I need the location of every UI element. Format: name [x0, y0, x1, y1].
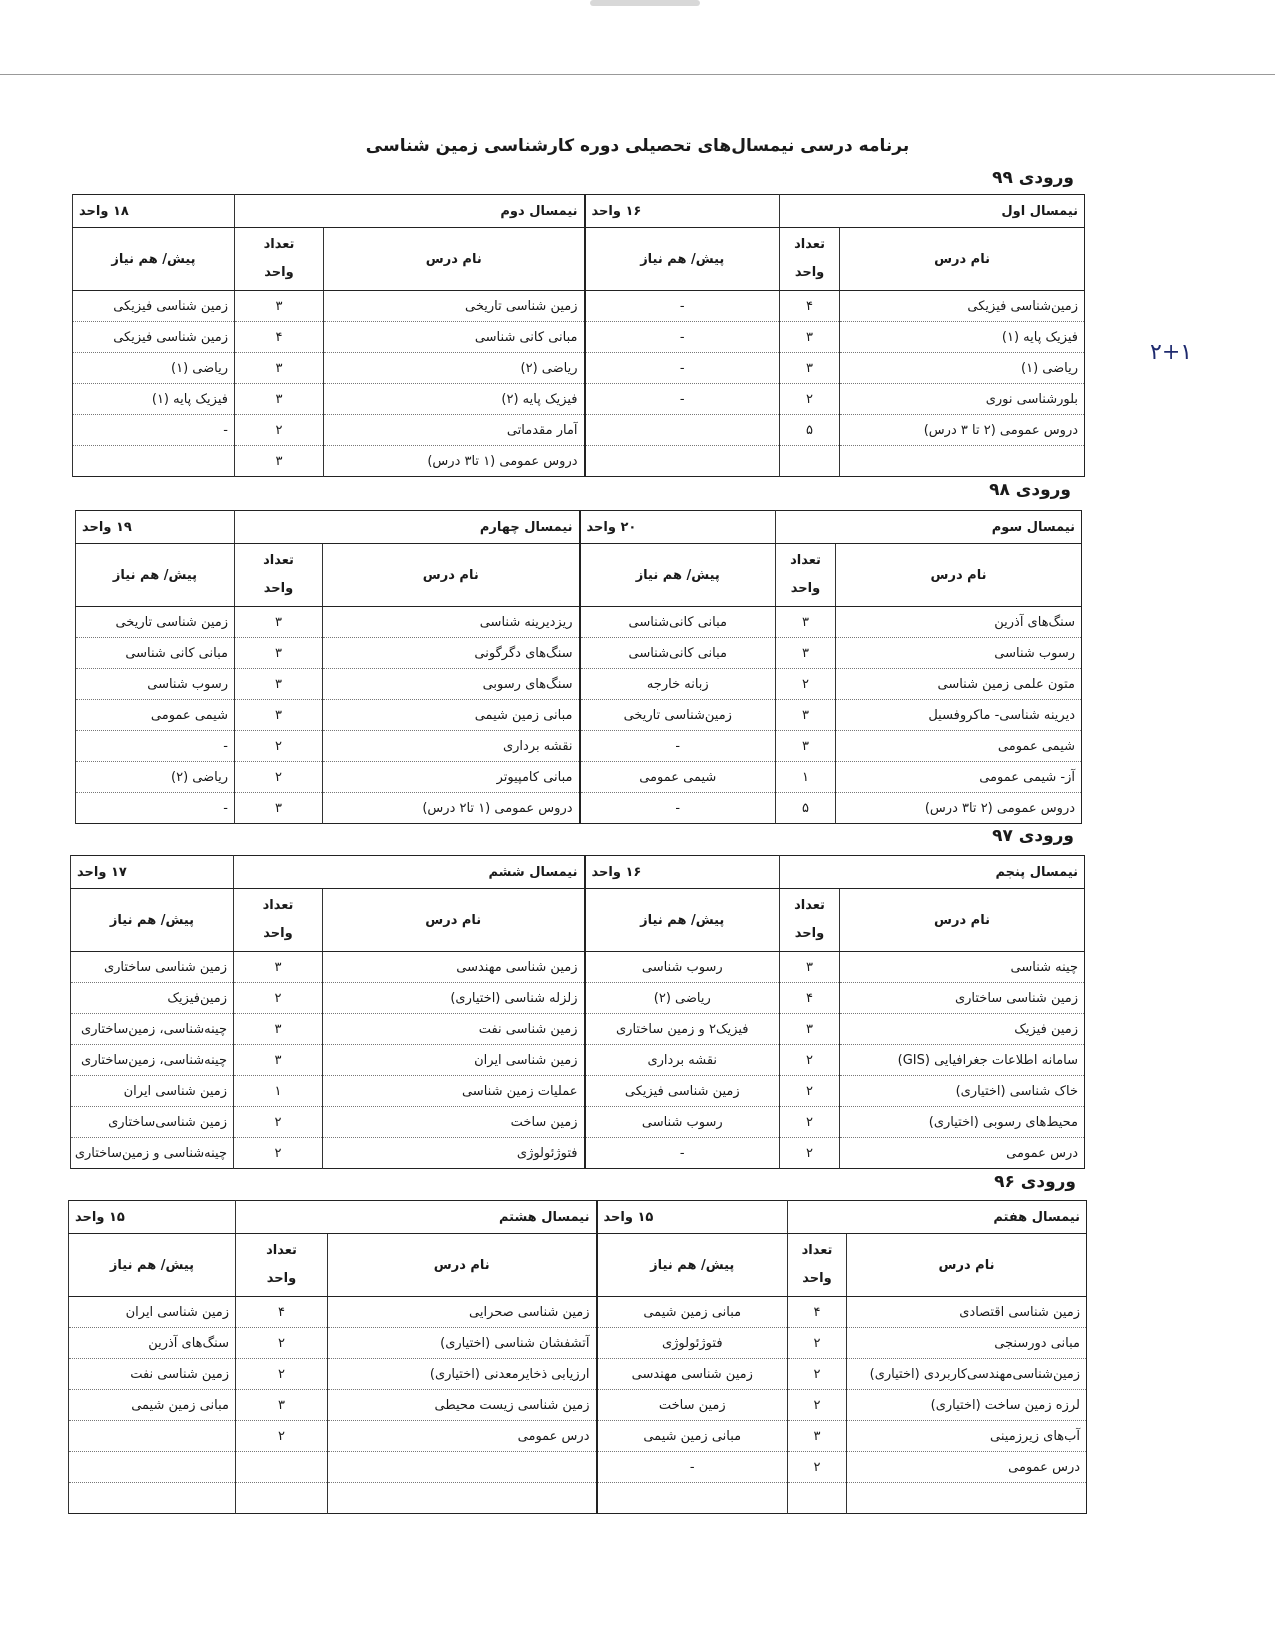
column-header-course: نام درس: [323, 544, 580, 607]
course-units-cell: ۳: [776, 638, 836, 669]
course-units-cell: ۲: [788, 1390, 847, 1421]
course-name-cell: سنگ‌های آذرین: [836, 607, 1082, 638]
course-units-cell: ۳: [235, 700, 323, 731]
course-units-cell: ۳: [235, 384, 324, 415]
course-name-cell: ارزیابی ذخایرمعدنی (اختیاری): [328, 1359, 597, 1390]
course-units-cell: ۲: [236, 1421, 328, 1452]
column-header-course: نام درس: [840, 889, 1085, 952]
course-units-cell: ۲: [788, 1452, 847, 1483]
table-row: [71, 952, 1085, 983]
course-name-cell: آب‌های زیرزمینی: [847, 1421, 1087, 1452]
course-name-cell: رسوب شناسی: [836, 638, 1082, 669]
column-header-prereq: پیش/ هم نیاز: [580, 544, 776, 607]
course-units-cell: ۲: [788, 1359, 847, 1390]
course-name-cell: زمین شناسی مهندسی: [323, 952, 585, 983]
course-name-cell: ریاضی (۲): [324, 353, 585, 384]
course-units-cell: ۳: [234, 1045, 323, 1076]
column-header-row: [71, 889, 1085, 952]
prereq-cell: -: [580, 793, 776, 824]
course-name-cell: شیمی عمومی: [836, 731, 1082, 762]
course-units-cell: ۵: [780, 415, 840, 446]
column-header-units-line1: تعداد: [263, 237, 295, 252]
course-units-cell: ۳: [780, 353, 840, 384]
course-units-cell: ۳: [236, 1390, 328, 1421]
table-row: [76, 793, 1082, 824]
course-units-cell: ۴: [788, 1297, 847, 1328]
table-row: [76, 638, 1082, 669]
table-row: [73, 446, 1085, 477]
course-name-cell: ریزدیرینه شناسی: [323, 607, 580, 638]
prereq-cell: -: [76, 731, 235, 762]
course-name-cell: آز- شیمی عمومی: [836, 762, 1082, 793]
column-header-prereq: پیش/ هم نیاز: [69, 1234, 236, 1297]
column-header-row: [73, 228, 1085, 291]
prereq-cell: چینه‌شناسی، زمین‌ساختاری: [71, 1045, 234, 1076]
prereq-cell: زمین شناسی‌ساختاری: [71, 1107, 234, 1138]
course-name-cell: دروس عمومی (۲ تا ۳ درس): [840, 415, 1085, 446]
table-row: [69, 1328, 1087, 1359]
prereq-cell: [69, 1483, 236, 1514]
semester-header-row: [71, 856, 1085, 889]
semester-header-row: [76, 511, 1082, 544]
course-name-cell: سنگ‌های رسوبی: [323, 669, 580, 700]
course-name-cell: [328, 1452, 597, 1483]
course-name-cell: زمین ساخت: [323, 1107, 585, 1138]
table-row: [69, 1359, 1087, 1390]
course-units-cell: ۱: [234, 1076, 323, 1107]
course-name-cell: عملیات زمین شناسی: [323, 1076, 585, 1107]
column-header-units-line1: تعداد: [794, 237, 825, 252]
table-row: [76, 700, 1082, 731]
column-header-units: [780, 889, 840, 952]
course-name-cell: درس عمومی: [328, 1421, 597, 1452]
prereq-cell: نقشه برداری: [585, 1045, 780, 1076]
course-units-cell: ۳: [235, 607, 323, 638]
column-header-row: [76, 544, 1082, 607]
prereq-cell: مبانی زمین شیمی: [69, 1390, 236, 1421]
page-title: برنامه درسی نیمسال‌های تحصیلی دوره کارشناسی زمین شناسی: [365, 136, 910, 156]
course-units-cell: ۲: [780, 1045, 840, 1076]
prereq-cell: زمین شناسی نفت: [69, 1359, 236, 1390]
course-name-cell: زمین شناسی تاریخی: [324, 291, 585, 322]
course-name-cell: فیزیک پایه (۱): [840, 322, 1085, 353]
prereq-cell: [585, 446, 780, 477]
table-row: [69, 1421, 1087, 1452]
table-row: [69, 1390, 1087, 1421]
semester-header-row: [73, 195, 1085, 228]
course-units-cell: ۳: [776, 700, 836, 731]
prereq-cell: شیمی عمومی: [76, 700, 235, 731]
top-rule: [0, 74, 1275, 75]
prereq-cell: رسوب شناسی: [585, 952, 780, 983]
course-name-cell: [847, 1483, 1087, 1514]
semester-name: نیمسال پنجم: [780, 856, 1085, 889]
column-header-units: [776, 544, 836, 607]
column-header-course: نام درس: [324, 228, 585, 291]
course-name-cell: زمین شناسی ساختاری: [840, 983, 1085, 1014]
prereq-cell: ریاضی (۱): [73, 353, 235, 384]
prereq-cell: سنگ‌های آذرین: [69, 1328, 236, 1359]
semester-name: نیمسال هشتم: [236, 1201, 597, 1234]
semester-name: نیمسال هفتم: [788, 1201, 1087, 1234]
course-units-cell: ۲: [780, 1107, 840, 1138]
course-name-cell: زمین‌شناسی فیزیکی: [840, 291, 1085, 322]
course-name-cell: مبانی زمین شیمی: [323, 700, 580, 731]
course-name-cell: فتوژئولوژی: [323, 1138, 585, 1169]
course-units-cell: ۱: [776, 762, 836, 793]
table-row: [71, 1138, 1085, 1169]
column-header-units: [788, 1234, 847, 1297]
semester-total-units: ۱۶ واحد: [585, 195, 780, 228]
prereq-cell: زمین شناسی ایران: [71, 1076, 234, 1107]
table-row: [73, 353, 1085, 384]
prereq-cell: شیمی عمومی: [580, 762, 776, 793]
table-row: [71, 1014, 1085, 1045]
course-name-cell: زمین شناسی ایران: [323, 1045, 585, 1076]
course-name-cell: محیط‌های رسوبی (اختیاری): [840, 1107, 1085, 1138]
semester-total-units: ۱۶ واحد: [585, 856, 780, 889]
prereq-cell: زمین شناسی ساختاری: [71, 952, 234, 983]
course-units-cell: ۳: [235, 446, 324, 477]
semester-name: نیمسال سوم: [776, 511, 1082, 544]
table-row: [73, 322, 1085, 353]
course-units-cell: ۳: [235, 291, 324, 322]
column-header-prereq: پیش/ هم نیاز: [71, 889, 234, 952]
prereq-cell: -: [73, 415, 235, 446]
table-row: [73, 415, 1085, 446]
prereq-cell: فیزیک۲ و زمین ساختاری: [585, 1014, 780, 1045]
table-row: [76, 762, 1082, 793]
course-name-cell: دروس عمومی (۲ تا۳ درس): [836, 793, 1082, 824]
course-name-cell: درس عمومی: [840, 1138, 1085, 1169]
course-name-cell: زمین شناسی زیست محیطی: [328, 1390, 597, 1421]
course-units-cell: ۳: [235, 793, 323, 824]
column-header-units-line1: تعداد: [790, 553, 821, 568]
table-row: [76, 607, 1082, 638]
prereq-cell: زمین شناسی تاریخی: [76, 607, 235, 638]
course-units-cell: ۳: [776, 731, 836, 762]
prereq-cell: [73, 446, 235, 477]
column-header-prereq: پیش/ هم نیاز: [585, 889, 780, 952]
course-units-cell: [236, 1452, 328, 1483]
course-name-cell: درس عمومی: [847, 1452, 1087, 1483]
column-header-course: نام درس: [840, 228, 1085, 291]
course-units-cell: ۳: [234, 952, 323, 983]
column-header-units-line2: واحد: [264, 265, 294, 280]
prereq-cell: -: [580, 731, 776, 762]
course-name-cell: مبانی دورسنجی: [847, 1328, 1087, 1359]
prereq-cell: ریاضی (۲): [76, 762, 235, 793]
column-header-course: نام درس: [328, 1234, 597, 1297]
column-header-course: نام درس: [847, 1234, 1087, 1297]
table-row: [71, 1107, 1085, 1138]
cohort-label: ورودی ۹۹: [992, 168, 1074, 188]
scan-smudge: [590, 0, 700, 6]
course-name-cell: زلزله شناسی (اختیاری): [323, 983, 585, 1014]
column-header-units-line1: تعداد: [794, 898, 825, 913]
course-name-cell: نقشه برداری: [323, 731, 580, 762]
course-units-cell: ۲: [235, 415, 324, 446]
prereq-cell: زمین‌شناسی تاریخی: [580, 700, 776, 731]
course-name-cell: بلورشناسی نوری: [840, 384, 1085, 415]
cohort-label: ورودی ۹۶: [994, 1172, 1076, 1192]
semester-table: [72, 194, 1085, 477]
course-units-cell: ۲: [235, 731, 323, 762]
course-units-cell: ۴: [780, 291, 840, 322]
semester-total-units: ۱۹ واحد: [76, 511, 235, 544]
column-header-course: نام درس: [323, 889, 585, 952]
course-units-cell: ۲: [236, 1328, 328, 1359]
prereq-cell: مبانی کانی‌شناسی: [580, 607, 776, 638]
course-name-cell: آمار مقدماتی: [324, 415, 585, 446]
course-units-cell: [236, 1483, 328, 1514]
course-name-cell: دروس عمومی (۱ تا۳ درس): [324, 446, 585, 477]
semester-total-units: ۱۵ واحد: [69, 1201, 236, 1234]
prereq-cell: [597, 1483, 788, 1514]
prereq-cell: [69, 1421, 236, 1452]
prereq-cell: مبانی کانی شناسی: [76, 638, 235, 669]
course-name-cell: سامانه اطلاعات جغرافیایی (GIS): [840, 1045, 1085, 1076]
course-units-cell: ۳: [235, 353, 324, 384]
course-units-cell: ۳: [780, 1014, 840, 1045]
column-header-units: [236, 1234, 328, 1297]
prereq-cell: زمین ساخت: [597, 1390, 788, 1421]
column-header-units-line2: واحد: [266, 1271, 297, 1286]
course-units-cell: ۲: [788, 1328, 847, 1359]
course-name-cell: دروس عمومی (۱ تا۲ درس): [323, 793, 580, 824]
prereq-cell: ریاضی (۲): [585, 983, 780, 1014]
prereq-cell: مبانی زمین شیمی: [597, 1297, 788, 1328]
course-name-cell: زمین فیزیک: [840, 1014, 1085, 1045]
prereq-cell: زمین‌فیزیک: [71, 983, 234, 1014]
course-name-cell: سنگ‌های دگرگونی: [323, 638, 580, 669]
semester-table: [75, 510, 1082, 824]
column-header-units-line1: تعداد: [266, 1243, 297, 1258]
prereq-cell: مبانی کانی‌شناسی: [580, 638, 776, 669]
course-units-cell: ۳: [235, 669, 323, 700]
course-units-cell: ۵: [776, 793, 836, 824]
column-header-prereq: پیش/ هم نیاز: [76, 544, 235, 607]
semester-name: نیمسال چهارم: [235, 511, 580, 544]
course-name-cell: چینه شناسی: [840, 952, 1085, 983]
course-name-cell: مبانی کامپیوتر: [323, 762, 580, 793]
prereq-cell: رسوب شناسی: [585, 1107, 780, 1138]
prereq-cell: زمین شناسی فیزیکی: [73, 291, 235, 322]
table-row: [71, 983, 1085, 1014]
course-name-cell: آتشفشان شناسی (اختیاری): [328, 1328, 597, 1359]
cohort-label: ورودی ۹۸: [989, 480, 1071, 500]
prereq-cell: [69, 1452, 236, 1483]
column-header-units-line2: واحد: [794, 926, 825, 941]
prereq-cell: -: [585, 353, 780, 384]
prereq-cell: فتوژئولوژی: [597, 1328, 788, 1359]
prereq-cell: -: [597, 1452, 788, 1483]
prereq-cell: -: [585, 291, 780, 322]
course-name-cell: زمین شناسی صحرایی: [328, 1297, 597, 1328]
course-units-cell: ۳: [780, 322, 840, 353]
prereq-cell: -: [585, 384, 780, 415]
course-name-cell: زمین‌شناسی‌مهندسی‌کاربردی (اختیاری): [847, 1359, 1087, 1390]
course-units-cell: ۲: [780, 384, 840, 415]
course-units-cell: [780, 446, 840, 477]
column-header-units-line2: واحد: [794, 265, 825, 280]
column-header-units-line2: واحد: [263, 581, 294, 596]
prereq-cell: رسوب شناسی: [76, 669, 235, 700]
course-name-cell: [840, 446, 1085, 477]
course-units-cell: [788, 1483, 847, 1514]
prereq-cell: چینه‌شناسی، زمین‌ساختاری: [71, 1014, 234, 1045]
semester-total-units: ۱۸ واحد: [73, 195, 235, 228]
course-name-cell: مبانی کانی شناسی: [324, 322, 585, 353]
course-units-cell: ۳: [234, 1014, 323, 1045]
prereq-cell: -: [76, 793, 235, 824]
table-row: [69, 1297, 1087, 1328]
semester-total-units: ۲۰ واحد: [580, 511, 776, 544]
table-row: [73, 384, 1085, 415]
prereq-cell: زمین شناسی ایران: [69, 1297, 236, 1328]
column-header-units: [235, 228, 324, 291]
course-name-cell: خاک شناسی (اختیاری): [840, 1076, 1085, 1107]
column-header-prereq: پیش/ هم نیاز: [585, 228, 780, 291]
course-units-cell: ۲: [234, 1138, 323, 1169]
table-row: [69, 1483, 1087, 1514]
course-units-cell: ۳: [776, 607, 836, 638]
column-header-units: [780, 228, 840, 291]
semester-table: [68, 1200, 1087, 1514]
column-header-prereq: پیش/ هم نیاز: [597, 1234, 788, 1297]
course-name-cell: فیزیک پایه (۲): [324, 384, 585, 415]
prereq-cell: چینه‌شناسی و زمین‌ساختاری: [71, 1138, 234, 1169]
column-header-row: [69, 1234, 1087, 1297]
course-units-cell: ۲: [234, 1107, 323, 1138]
column-header-course: نام درس: [836, 544, 1082, 607]
prereq-cell: [585, 415, 780, 446]
semester-table: [70, 855, 1085, 1169]
column-header-units-line2: واحد: [263, 926, 293, 941]
course-units-cell: ۳: [780, 952, 840, 983]
prereq-cell: زبانه خارجه: [580, 669, 776, 700]
course-units-cell: ۴: [236, 1297, 328, 1328]
column-header-units-line1: تعداد: [263, 553, 294, 568]
course-units-cell: ۲: [236, 1359, 328, 1390]
semester-total-units: ۱۵ واحد: [597, 1201, 788, 1234]
course-name-cell: دیرینه شناسی- ماکروفسیل: [836, 700, 1082, 731]
course-name-cell: زمین شناسی اقتصادی: [847, 1297, 1087, 1328]
course-name-cell: لرزه زمین ساخت (اختیاری): [847, 1390, 1087, 1421]
course-units-cell: ۲: [235, 762, 323, 793]
table-row: [71, 1076, 1085, 1107]
prereq-cell: مبانی زمین شیمی: [597, 1421, 788, 1452]
semester-name: نیمسال اول: [780, 195, 1085, 228]
table-row: [73, 291, 1085, 322]
course-units-cell: ۴: [780, 983, 840, 1014]
course-name-cell: زمین شناسی نفت: [323, 1014, 585, 1045]
course-name-cell: [328, 1483, 597, 1514]
prereq-cell: فیزیک پایه (۱): [73, 384, 235, 415]
course-units-cell: ۲: [780, 1138, 840, 1169]
semester-total-units: ۱۷ واحد: [71, 856, 234, 889]
table-row: [76, 731, 1082, 762]
table-row: [76, 669, 1082, 700]
semester-header-row: [69, 1201, 1087, 1234]
course-units-cell: ۲: [780, 1076, 840, 1107]
semester-name: نیمسال دوم: [235, 195, 585, 228]
column-header-units-line1: تعداد: [262, 898, 294, 913]
course-units-cell: ۳: [235, 638, 323, 669]
course-units-cell: ۳: [788, 1421, 847, 1452]
prereq-cell: زمین شناسی مهندسی: [597, 1359, 788, 1390]
table-row: [69, 1452, 1087, 1483]
prereq-cell: زمین شناسی فیزیکی: [73, 322, 235, 353]
course-units-cell: ۲: [234, 983, 323, 1014]
column-header-prereq: پیش/ هم نیاز: [73, 228, 235, 291]
course-name-cell: ریاضی (۱): [840, 353, 1085, 384]
handwritten-margin-note: ۲+۱: [1150, 340, 1193, 365]
prereq-cell: -: [585, 322, 780, 353]
column-header-units-line2: واحد: [802, 1271, 832, 1286]
course-units-cell: ۴: [235, 322, 324, 353]
prereq-cell: -: [585, 1138, 780, 1169]
prereq-cell: زمین شناسی فیزیکی: [585, 1076, 780, 1107]
column-header-units-line2: واحد: [790, 581, 821, 596]
semester-name: نیمسال ششم: [234, 856, 585, 889]
table-row: [71, 1045, 1085, 1076]
cohort-label: ورودی ۹۷: [992, 826, 1074, 846]
column-header-units: [234, 889, 323, 952]
course-name-cell: متون علمی زمین شناسی: [836, 669, 1082, 700]
course-units-cell: ۲: [776, 669, 836, 700]
column-header-units-line1: تعداد: [801, 1243, 833, 1258]
column-header-units: [235, 544, 323, 607]
